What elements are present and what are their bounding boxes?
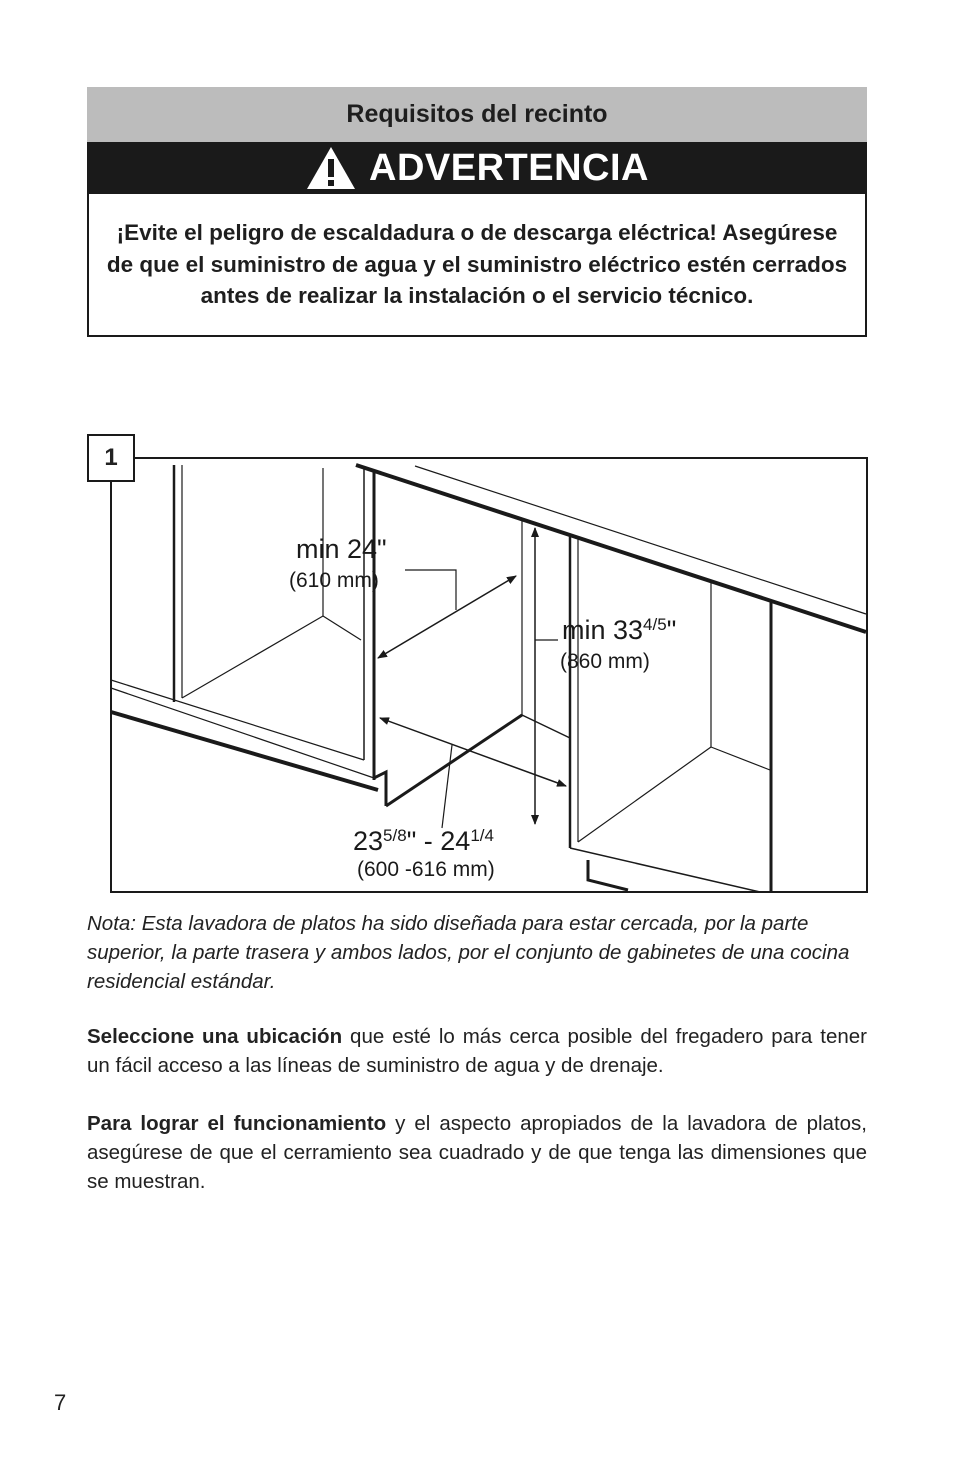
paragraph-location-lead: Seleccione una ubicación xyxy=(87,1025,343,1048)
section-header: Requisitos del recinto xyxy=(87,87,867,142)
paragraph-location-body: que esté lo más cerca posible del fregadero para tener un fácil acceso a las líneas de suministro de agua y de drenaje. xyxy=(87,1025,867,1077)
depth-metric: (610 mm) xyxy=(289,569,379,592)
page-number: 7 xyxy=(54,1390,67,1415)
paragraph-function xyxy=(87,1109,867,1196)
warning-text: ¡Evite el peligro de escaldadura o de descarga eléctrica! Asegúrese de que el suministro de agua y el suministro eléctrico estén cerrados antes de realizar la instalación o el servicio técnico. xyxy=(106,220,848,309)
note-text: Nota: Esta lavadora de platos ha sido diseñada para estar cercada, por la parte superior, la parte trasera y ambos lados, por el conjunto de gabinetes de una cocina residencial estándar. xyxy=(87,912,850,993)
warning-title: ADVERTENCIA xyxy=(369,146,649,189)
width-label xyxy=(353,826,494,857)
countertop xyxy=(356,465,866,632)
width-arrow xyxy=(380,718,566,786)
floor-recess xyxy=(386,715,570,806)
width-label-max: " - 24 xyxy=(406,826,471,856)
width-label-min: 23 xyxy=(353,826,384,856)
width-metric: (600 -616 mm) xyxy=(357,858,495,881)
width-label-min-fraction: 5/8 xyxy=(383,826,407,845)
dimension-arrows xyxy=(378,528,566,824)
left-cabinet xyxy=(111,465,386,806)
paragraph-function-body: y el aspecto apropiados de la lavadora de platos, asegúrese de que el cerramiento sea cuadrado y de que tenga las dimensiones que se muestran. xyxy=(87,1112,867,1193)
height-label xyxy=(562,615,676,646)
height-label-main: min 33 xyxy=(562,615,644,645)
height-metric: (860 mm) xyxy=(560,650,650,673)
paragraph-location xyxy=(87,1022,867,1080)
depth-arrow xyxy=(378,576,516,658)
width-label-max-fraction: 1/4 xyxy=(470,826,494,845)
height-label-fraction: 4/5 xyxy=(643,615,667,634)
figure-number: 1 xyxy=(87,434,135,482)
height-label-inch: " xyxy=(666,615,677,645)
right-cabinet xyxy=(522,520,771,892)
paragraph-function-lead: Para lograr el funcionamiento xyxy=(87,1112,387,1135)
depth-label: min 24" xyxy=(296,534,387,564)
